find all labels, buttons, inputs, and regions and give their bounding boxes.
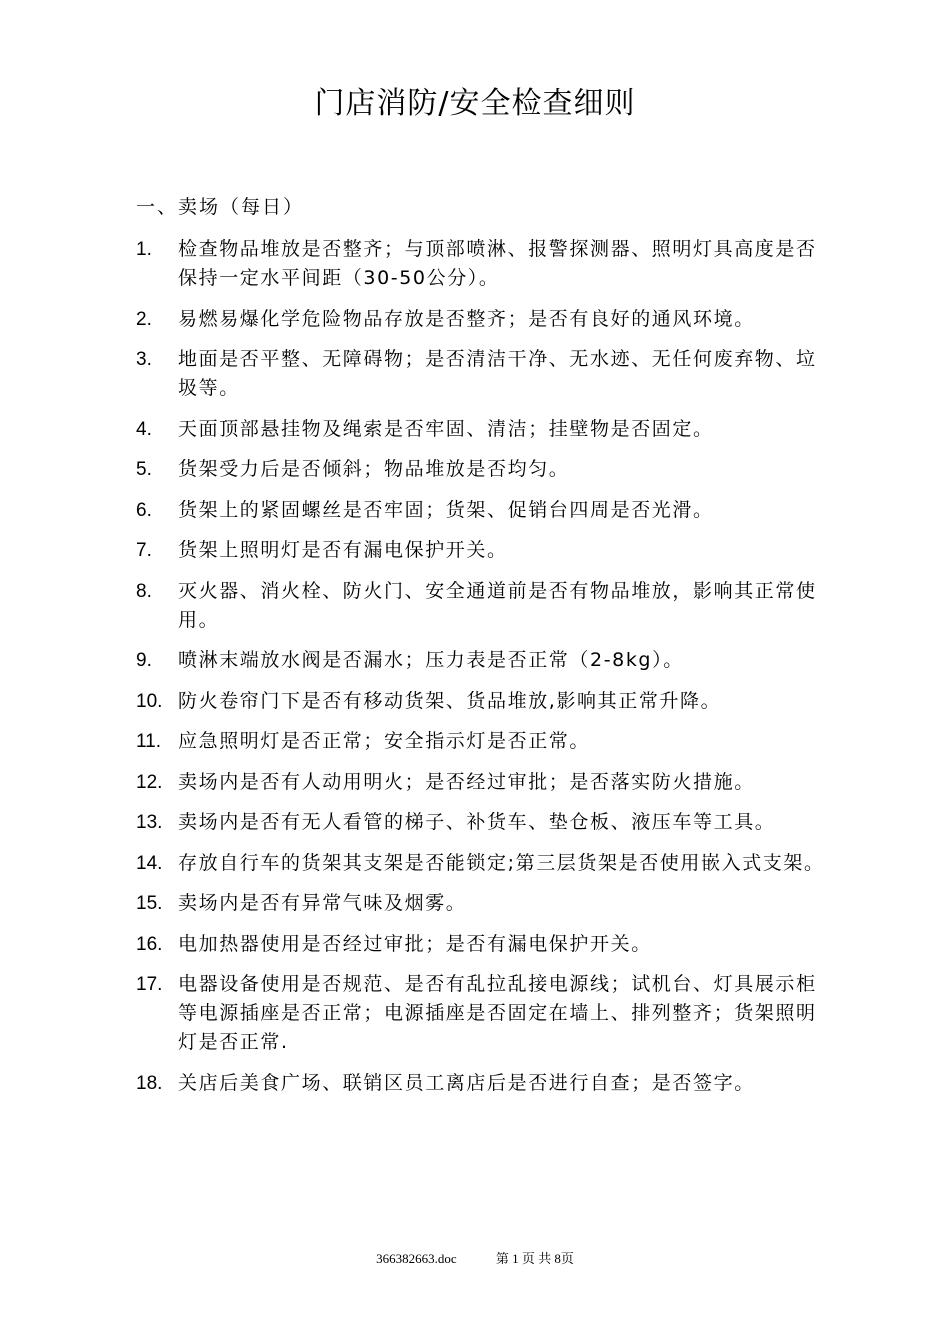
list-item <box>136 235 826 293</box>
footer-filename: 366382663.doc <box>376 1251 457 1266</box>
list-item-text: 货架上照明灯是否有漏电保护开关。 <box>178 539 508 561</box>
list-item <box>136 345 826 403</box>
list-item <box>136 577 826 635</box>
list-item-number: 2. <box>136 308 152 330</box>
list-item-text: 货架上的紧固螺丝是否牢固；货架、促销台四周是否光滑。 <box>178 498 714 521</box>
list-item-number: 4. <box>136 418 152 440</box>
list-item-text: 货架受力后是否倾斜；物品堆放是否均匀。 <box>178 458 570 480</box>
list-item-text: 卖场内是否有人动用明火；是否经过审批；是否落实防火措施。 <box>178 770 755 793</box>
check-list <box>136 235 826 1109</box>
list-item <box>136 305 826 334</box>
list-item-number: 5. <box>136 459 152 480</box>
list-item-number: 11. <box>136 731 162 752</box>
list-item <box>136 455 826 484</box>
list-item-text: 卖场内是否有异常气味及烟雾。 <box>178 892 467 914</box>
list-item-text: 天面顶部悬挂物及绳索是否牢固、清洁；挂壁物是否固定。 <box>178 417 714 440</box>
list-item-text: 易燃易爆化学危险物品存放是否整齐；是否有良好的通风环境。 <box>178 307 755 330</box>
list-item-number: 8. <box>136 580 152 602</box>
list-item-number: 13. <box>136 812 163 833</box>
list-item-text: 地面是否平整、无障碍物；是否清洁干净、无水迹、无任何废弃物、垃圾等。 <box>178 348 817 399</box>
list-item-text: 喷淋末端放水阀是否漏水；压力表是否正常（2-8kg）。 <box>178 649 684 671</box>
page-footer <box>0 1250 950 1268</box>
list-item-number: 14. <box>136 852 163 874</box>
list-item <box>136 768 826 797</box>
list-item-text: 灭火器、消火栓、防火门、安全通道前是否有物品堆放，影响其正常使用。 <box>178 579 817 631</box>
list-item-text: 应急照明灯是否正常；安全指示灯是否正常。 <box>178 730 591 752</box>
list-item <box>136 849 826 878</box>
list-item-number: 17. <box>136 974 163 995</box>
list-item <box>136 646 826 675</box>
list-item-number: 3. <box>136 349 152 370</box>
list-item-number: 12. <box>136 771 163 793</box>
list-item <box>136 415 826 444</box>
list-item-text: 检查物品堆放是否整齐；与顶部喷淋、报警探测器、照明灯具高度是否保持一定水平间距（30-50公分）。 <box>178 238 817 289</box>
list-item <box>136 1069 826 1098</box>
list-item <box>136 536 826 565</box>
section-heading: 一、卖场（每日） <box>136 196 305 218</box>
list-item-text: 关店后美食广场、联销区员工离店后是否进行自查；是否签字。 <box>178 1071 755 1094</box>
list-item <box>136 930 826 959</box>
list-item-number: 15. <box>136 893 163 914</box>
list-item-text: 卖场内是否有无人看管的梯子、补货车、垫仓板、液压车等工具。 <box>178 811 776 833</box>
list-item-number: 7. <box>136 540 152 561</box>
page-title: 门店消防/安全检查细则 <box>314 86 636 121</box>
list-item <box>136 687 826 716</box>
list-item-number: 18. <box>136 1072 163 1094</box>
list-item-text: 防火卷帘门下是否有移动货架、货品堆放,影响其正常升降。 <box>178 689 722 712</box>
list-item-number: 6. <box>136 499 152 521</box>
list-item-number: 9. <box>136 650 152 671</box>
list-item <box>136 808 826 837</box>
list-item-number: 1. <box>136 239 152 260</box>
list-item-text: 存放自行车的货架其支架是否能锁定;第三层货架是否使用嵌入式支架。 <box>178 851 825 874</box>
list-item <box>136 496 826 525</box>
list-item-number: 16. <box>136 933 163 955</box>
list-item-text: 电加热器使用是否经过审批；是否有漏电保护开关。 <box>178 932 652 955</box>
list-item <box>136 727 826 756</box>
list-item <box>136 970 826 1057</box>
list-item-number: 10. <box>136 690 163 712</box>
list-item <box>136 889 826 918</box>
list-item-text: 电器设备使用是否规范、是否有乱拉乱接电源线；试机台、灯具展示柜等电源插座是否正常；电源插座是否固定在墙上、排列整齐；货架照明灯是否正常. <box>178 973 817 1053</box>
footer-page-info: 第 1 页 共 8页 <box>495 1251 574 1266</box>
